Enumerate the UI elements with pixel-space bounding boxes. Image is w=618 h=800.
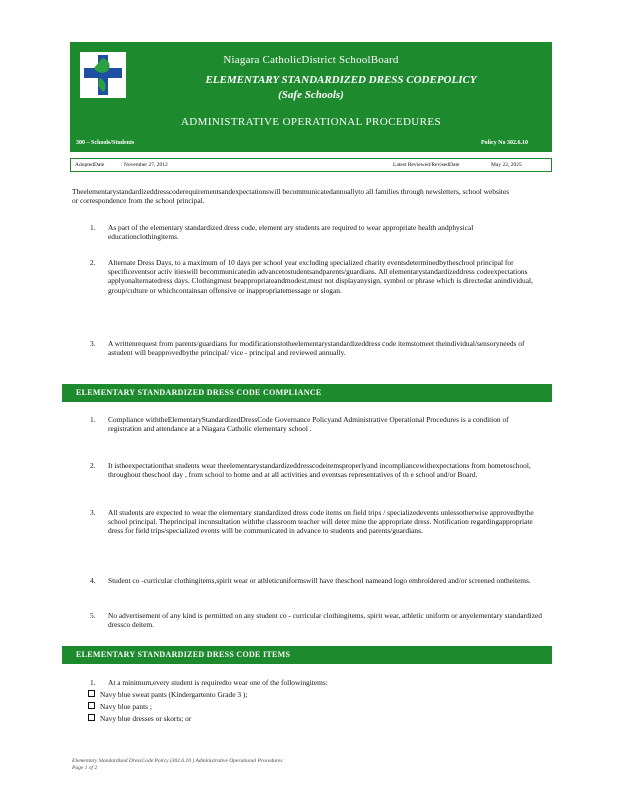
item-text: Compliance withtheElementaryStandardizedDressCode Governance Policyand Administrative Operational Procedures is a condition of registration and attendance at a Niagara Catholic elementary school . (108, 415, 509, 434)
item-number: 3. (90, 508, 96, 517)
policy-subtitle: (Safe Schools) (278, 89, 344, 101)
revised-label: Latest Reviewed/RevisedDate (393, 162, 460, 168)
checkbox-icon (88, 702, 95, 709)
procedures-heading: ADMINISTRATIVE OPERATIONAL PROCEDURES (180, 116, 442, 128)
bullet-text: Navy blue sweat pants (Kindergartento Grade 3 ); (100, 690, 248, 699)
policy-title: ELEMENTARY STANDARDIZED DRESS CODEPOLICY (205, 74, 477, 86)
revised-value: May 22, 2025 (491, 162, 522, 168)
item-number: 1. (90, 678, 96, 687)
item-number: 4. (90, 576, 96, 585)
checkbox-icon (88, 690, 95, 697)
dates-bar (70, 158, 552, 172)
section-heading-compliance: ELEMENTARY STANDARDIZED DRESS CODE COMPLIANCE (62, 384, 552, 402)
item-number: 2. (90, 461, 96, 470)
board-name: Niagara CatholicDistrict SchoolBoard (223, 54, 399, 66)
adopted-label: AdoptedDate (75, 162, 105, 168)
footer-title: Elementary Standardized DressCode Policy (302.6.10 ) Administrative Operational Procedures (72, 758, 283, 764)
item-number: 3. (90, 339, 96, 348)
checkbox-icon (88, 714, 95, 721)
intro-paragraph: Theelementarystandardizeddresscoderequirementsandexpectationswill becommunicatedannuallyto all families through newsletters, school websites or correspondence from the school principal. (72, 187, 510, 206)
bullet-text: Navy blue dresses or skorts; or (100, 714, 192, 723)
item-text: Alternate Dress Days, to a maximum of 10 days per school year excluding specialized charity eventsdeterminedbytheschool principal for specificeventsor activ itieswill becommunicatedin advancetostudentsandparents/guardians. All elementarystandardizeddress codeexpectations applyonalternatedress days. Clothingmust beappropriateandmodest,must not displayanysign, symbol or phrase which is directedat anindividual, group/culture or whichcontainsan offensive or inappropriatemessage or slogan. (108, 258, 533, 295)
section-heading-items: ELEMENTARY STANDARDIZED DRESS CODE ITEMS (62, 646, 552, 664)
bullet-item (88, 702, 152, 711)
item-text: At a minimum,every student is requiredto wear one of the followingitems: (108, 678, 328, 687)
bullet-item (88, 714, 191, 723)
policy-header (70, 42, 552, 152)
policy-section: 300 – Schools/Students (76, 140, 135, 146)
item-number: 1. (90, 223, 96, 232)
page-number: Page 1 of 2 (72, 765, 98, 771)
item-number: 1. (90, 415, 96, 424)
item-text: No advertisement of any kind is permitted on any student co - curricular clothingitems, spirit wear, athletic uniform or anyelementary standardized dressco deitem. (108, 611, 542, 630)
item-text: As part of the elementary standardized dress code, element ary students are required to wear appropriate health andphysical educationclothingitems. (108, 223, 474, 242)
bullet-item (88, 690, 247, 699)
item-text: It istheexpectationthat students wear theelementarystandardizeddresscodeitemsproperlyand incompliancewithexpectations from hometoschool, throughout theschool day , from school to home and at all activities and eventsas representatives of th e school and/or Board. (108, 461, 531, 480)
adopted-value: : November 27, 2012 (121, 162, 168, 168)
item-text: A writtenrequest from parents/guardians for modificationstotheelementarystandardizeddress code itemstomeet theindividual/sensoryneeds of astudent will beapprovedbythe principal/ vice - principal and reviewed annually. (108, 339, 525, 358)
item-text: All students are expected to wear the elementary standardized dress code items on field trips / specializedevents unlessotherwise approvedbythe school principal. Theprincipal inconsultation withthe classroom teacher will deter mine the appropriate dress. Notification regardingappropriate dress for field trips/specialized events will be communicated in advance to students and parents/guardians. (108, 508, 534, 536)
item-number: 2. (90, 258, 96, 267)
page-footer (72, 758, 283, 772)
bullet-text: Navy blue pants ; (100, 702, 152, 711)
item-text: Student co -curricular clothingitems,spirit wear or athleticuniformswill have theschool nameand logo embroidered and/or screened ontheitems. (108, 576, 531, 585)
item-number: 5. (90, 611, 96, 620)
policy-number: Policy No 302.6.10 (481, 140, 528, 146)
